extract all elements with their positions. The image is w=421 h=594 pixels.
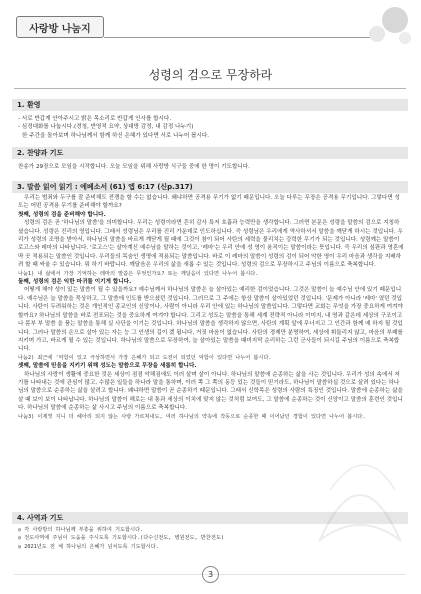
section-scripture-heading: 3. 말씀 읽어 읽기 : 에베소서 (61) 엡 6:17 (신p.317) <box>12 181 408 193</box>
prayer-item: ◎ 2021년도 전 체 하나님의 은혜가 넘치도록 기도합시다. <box>18 543 159 550</box>
section-welcome-heading: 1. 환영 <box>12 99 408 111</box>
point-heading: 첫째, 성령의 검을 준비해야 합니다. <box>18 211 106 218</box>
welcome-line: 한 주간을 돌아보며 하나님께서 함께 하신 은혜가 있다면 서로 나누어 봅시다. <box>22 132 210 139</box>
prayer-item: ◎ 전도사역에 주님이 도움을 주시도록 기도합시다.(다수신전도, 병원전도, 반찬전도) <box>18 535 224 542</box>
point-heading: 둘째, 성령의 검은 익한 마귀를 이기게 합니다. <box>18 279 132 286</box>
section-praise-body <box>18 163 404 171</box>
prayer-item: ◎ 각 사랑방의 하나님께 부흥을 위하여 기도합시다. <box>18 527 144 533</box>
paragraph: 우리는 범죄와 두구를 잘 준비해도 전쟁을 할 수는 없습니다. 왜냐하면 공격용 무기가 없기 때문입니다. 오늘 다루는 무장은 공격용 무기입니다. 그렇다면 성도는 어떤 공격용 무기를 준비해야 할까요? <box>18 195 400 210</box>
praise-line: 찬송가 29장으로 모임을 시작합니다. 오늘 모임을 위해 사랑방 식구들 중에 한 명이 기도합니다. <box>18 164 250 170</box>
paragraph: 어떻게 해야 성이 있는 말씀이 될 수 있을까요? 예수님께서 하나님의 말씀은 늘 살아있는 예리한 검이었습니다. 그것은 말씀이 늘 예수님 안에 있기 때문입니다. 예수님은 늘 말씀을 묵상하고, 그 말씀에 인도를 받으셨던 것입니다. 그러므로 그 주에는 항상 말씀이 살아있었던 것입니다. '문제가 아니라 '레마' 였던 것입니다. 사탄이 두려워하는 것은 개인적인 종교인의 신앙이나, 사람이 아니라 우리 안에 있는 하나님의 말씀입니다. 그렇다면 교회는 무엇을 가장 중요하게 여겨야 할까요? 하나님의 말씀을 바로 전포되는 것을 중요하게 여겨야 합니다. 그리고 성도는 말씀을 통해 세계 전략적 아니라 이미지, 내 영과 같은데 세상의 구조이고 나 몸부 부 말씀 을 품는 말씀을 통해 실 사단을 이기는 것입니다. 하나님의 말씀을 생각하지 않으면, 사탄의 계획 앞에 무너지고 그 인간과 함께 예 하지 될 것입니다. 그러나 말씀의 손으로 살아 있는 자는 능 그 인생의 길이 겠 됩니다, 거짓 마음이 없습니다. 사탄의 경제만 분명하여, 세상에 휘둘리지 않고, 마음의 부패를 지키며 가고, 바르게 될 수 있는 것입니다. 하나님의 말씀으로 무장하여, 늘 살아있는 말씀을 때미지막 순리하는 그런 군사들이 되시길 주님의 이름으로 축복합니다. <box>18 287 403 353</box>
section-prayer-heading: 4. 사역과 기도 <box>12 512 408 524</box>
paragraph: 하나님의 사랑이 생활에 중요한 것은 세상이 점점 악해짐에도 이러 살며 살이 아니다. 하나님의 말씀에 순종하는 삶을 사는 것입니다. 우리가 성의 속에서 저기를 나타내는 것에 관심이 많고, 수많은 일들을 하나라 말을 통하며, 이러 쪽 그 쪽의 동등 있는 것들이 믿기라도, 하나님이 말씀하실 것으로 살려 있다는 하나님의 말씀으로 순종하는 삶을 살려고 합니다. 왜냐하면 말씀이 곧 순종하기 때문입니다. 그래서 신학목은 성령의 사람의 특징인 것입니다. 말씀에 순종하는 삶을 살 때 보이 보이 나타납니다. 하나님의 말씀이 해로는 내 통과 세상의 이치에 맞지 않는 것처럼 보여도, 그 말씀에 순종하는 것이 신앙이고 말씀의 훈련인 것입니다. 하나님의 말씀에 순종하는 삶 사시고 주님의 이름으로 축복합니다. <box>18 371 403 412</box>
section-praise-heading: 2. 찬양과 기도 <box>12 147 408 159</box>
page-number: 3 <box>202 566 219 583</box>
decorative-circles-icon <box>353 4 413 48</box>
paragraph: 성령의 검은 곧 '하나님의 말씀'을 의미합니다. 우리는 성령이라면 흔히 감사 특저 호흡과 능력만을 생각합니다. 그러면 본문은 성령을 말씀의 검으로 지칭하셨습니다. 성령은 진리의 영입니다. 그래서 성령님은 우리를 진리 가운데로 인도하십니다. 즉 성령님은 우리에게 역사하셔서 말씀을 깨닫게 하시는 것입니다. 우리가 성령의 조명을 받아서, 하나님의 말씀을 바르게 깨닫게 될 때에 그것이 참이 되어 사탄의 세력을 물리치는 강력한 무기가 되는 것입니다. 성령께는 말씀이 로고스와 레마의 나타납니다. '로고스'는 살아계신 예수님을 말하는 것이고, '레마'는 우리 안에 성 영이 움직이는 말씀이라는 뜻입니다. 즉 우리의 심판과 영혼에 딱 곳 적용되는 말씀인 것입니다. 우리들의 목숨인 생명에 적용되는 말씀입니다. 바로 이 레마의 말씀이 성령의 검이 되어 악한 영이 우리 마음과 생각을 지배하려 할 때 싸울 수 있습니다. 뭐 하기 바랍니다. 깨달음은 우리의 삶을 새롭 수 있는 것입니다. 성령의 검으로 무장하시고 주님의 이름으로 축복합니다. <box>18 220 404 269</box>
sharing-question: 나눔1) 내 삶에서 가장 기억하는 레마의 말씀은 무엇인가요? 또는 깨달음이 있다면 나누어 봅시다. <box>18 270 259 277</box>
sharing-question: 나눔2) 최근에 '악함이 있고 극상하면서 가장 은혜가 되고 도전이 되었던 악함이 있다면 나누어 봅시다. <box>18 354 272 361</box>
title-rule <box>14 88 406 89</box>
header-tab: 사랑방 나눔지 <box>16 16 104 38</box>
page-title: 성령의 검으로 무장하라 <box>148 68 273 82</box>
section-scripture-body <box>18 194 404 421</box>
sharing-question: 나눔3) 이제껏 지니 더 헤아리 되지 않는 사랑 가르쳐내도, 여러 하나님의 약속에 작동으로 순종한 때 이어났던 경험이 있다면 나누어 봅시다. <box>18 413 366 420</box>
welcome-line: - 서로 반갑게 안아주시고 밝은 목소리로 반갑게 인사를 합시다. <box>18 116 172 122</box>
point-heading: 셋째, 말씀에 믿음을 지키기 위해 성도는 말씀으로 무장을 새롭히 합니다. <box>18 363 197 370</box>
section-welcome-body <box>18 115 404 140</box>
header-rule <box>104 37 372 38</box>
welcome-line: - 심정대화를 나눕시다.(경청, 반영적 요약, 상대방 감정, 내 감정 나누기) <box>18 124 194 131</box>
fish-watermark-icon <box>300 430 410 560</box>
